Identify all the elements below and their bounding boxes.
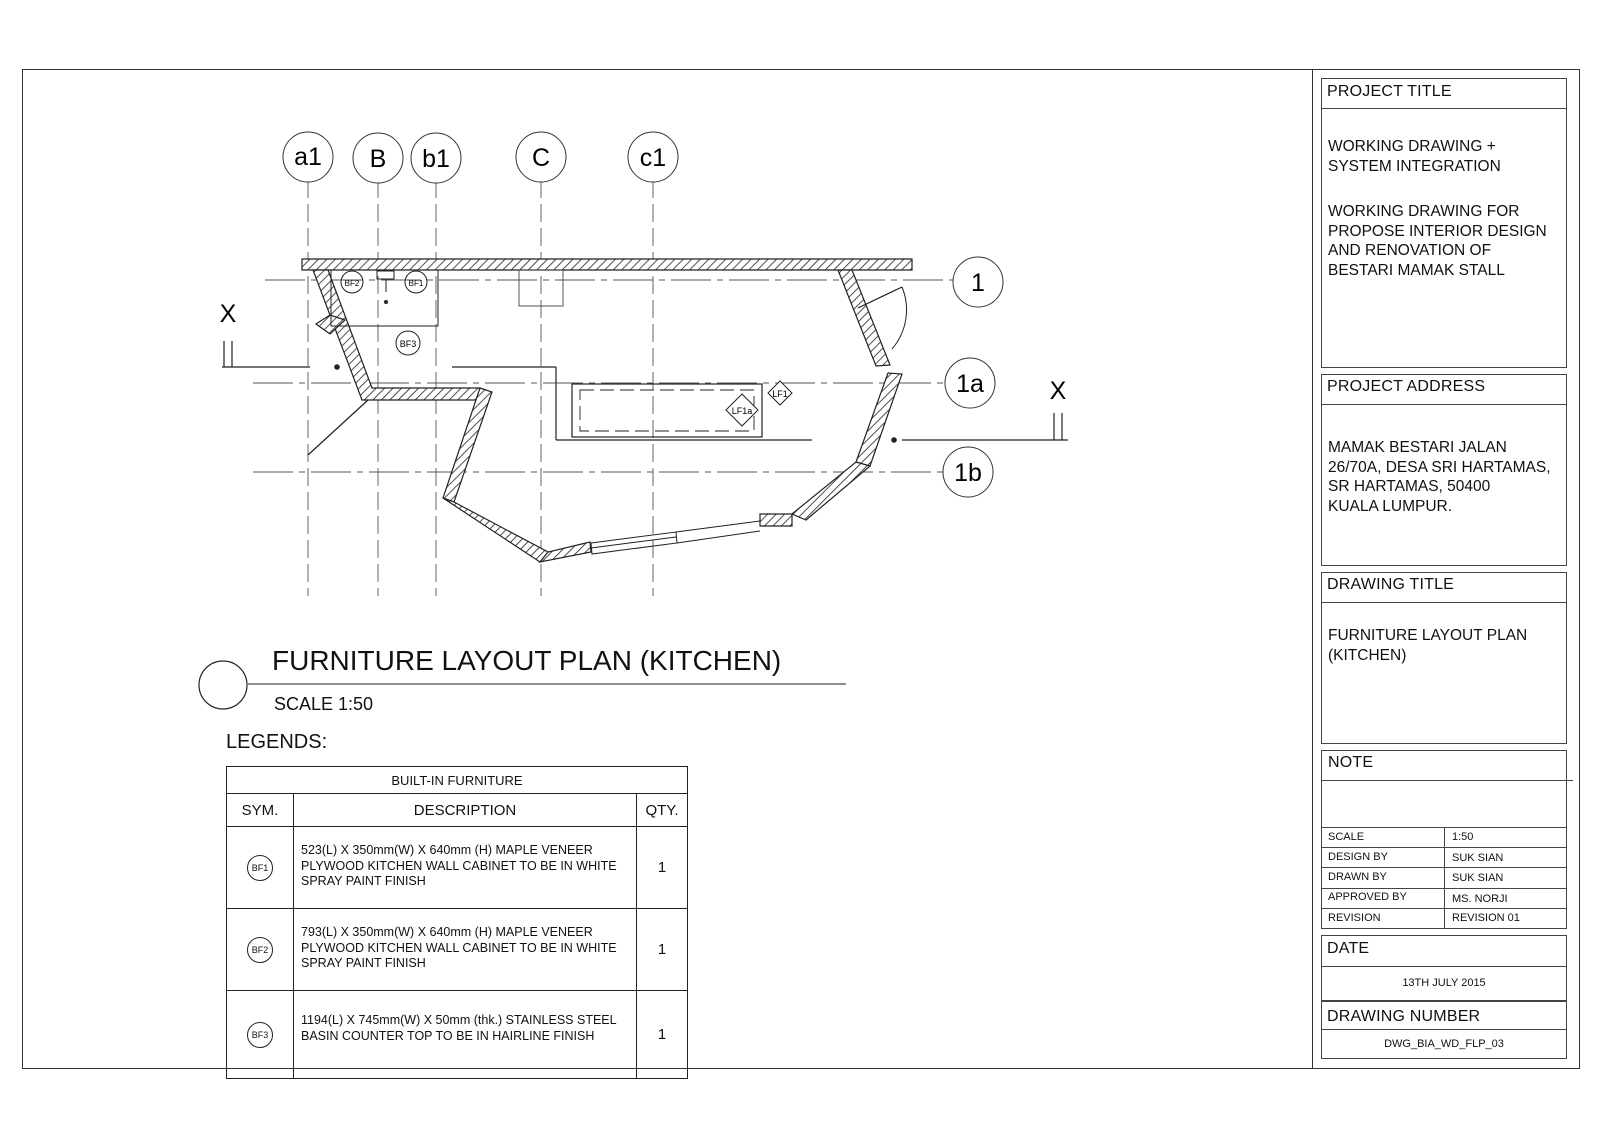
legend-table-header: [227, 794, 688, 827]
row-qty: 1: [637, 909, 688, 991]
project-title-label: PROJECT TITLE: [1327, 83, 1452, 100]
row-qty: 1: [637, 827, 688, 909]
project-address-rule: [1321, 404, 1567, 405]
drawing-caption-scale: SCALE 1:50: [274, 694, 374, 714]
table-row: [227, 827, 688, 909]
info-value-scale: 1:50: [1452, 831, 1474, 843]
grid-bubble-1a: [945, 358, 995, 408]
tag-lf1a: LF1a: [731, 406, 753, 416]
legend-table: [226, 766, 688, 1079]
row-qty: 1: [637, 991, 688, 1079]
info-label-approved: APPROVED BY: [1328, 891, 1407, 903]
tag-bf1: BF1: [408, 279, 424, 288]
info-value-design: SUK SIAN: [1452, 852, 1504, 864]
row-description: 793(L) X 350mm(W) X 640mm (H) MAPLE VENEER PLYWOOD KITCHEN WALL CABINET TO BE IN WHITE SPRAY PAINT FINISH: [294, 909, 637, 991]
table-row: [227, 909, 688, 991]
legend-heading: LEGENDS:: [226, 731, 328, 753]
sym-bf3-badge: BF3: [247, 1022, 273, 1048]
info-value-drawn: SUK SIAN: [1452, 872, 1504, 884]
col-header-description: DESCRIPTION: [294, 794, 637, 827]
grid-label-b: B: [369, 145, 387, 173]
grid-bubble-1: [953, 257, 1003, 307]
project-address: MAMAK BESTARI JALAN 26/70A, DESA SRI HARTAMAS, SR HARTAMAS, 50400 KUALA LUMPUR.: [1328, 439, 1551, 515]
info-label-design: DESIGN BY: [1328, 851, 1388, 863]
project-title-line1: WORKING DRAWING + SYSTEM INTEGRATION: [1328, 138, 1501, 175]
row-description: 523(L) X 350mm(W) X 640mm (H) MAPLE VENEER PLYWOOD KITCHEN WALL CABINET TO BE IN WHITE SPRAY PAINT FINISH: [294, 827, 637, 909]
grid-label-a1: a1: [294, 143, 322, 171]
info-label-drawn: DRAWN BY: [1328, 871, 1387, 883]
sym-bf2-badge: BF2: [247, 937, 273, 963]
walls: [302, 259, 912, 562]
date-label: DATE: [1327, 940, 1370, 957]
drawing-title-rule: [1321, 602, 1567, 603]
grid-bubble-c: [516, 132, 566, 182]
grid-bubble-c1: [628, 132, 678, 182]
drawing-number: DWG_BIA_WD_FLP_03: [1384, 1038, 1504, 1050]
section-mark-left: [224, 341, 232, 367]
grid-bubble-b: [353, 133, 403, 183]
grid-bubble-a1: [283, 132, 333, 182]
grid-label-1b: 1b: [954, 459, 982, 487]
drawing-title-label: DRAWING TITLE: [1327, 576, 1455, 593]
col-header-qty: QTY.: [637, 794, 688, 827]
grid-label-c1: c1: [639, 144, 667, 172]
row-sym-cell: [227, 991, 294, 1079]
info-value-revision: REVISION 01: [1452, 912, 1520, 924]
info-label-revision: REVISION: [1328, 912, 1381, 924]
row-description: 1194(L) X 745mm(W) X 50mm (thk.) STAINLESS STEEL BASIN COUNTER TOP TO BE IN HAIRLINE FINISH: [294, 991, 637, 1079]
section-mark-right: [1054, 413, 1062, 440]
date-rule: [1321, 966, 1567, 967]
tag-bf3-bubble: [396, 331, 420, 355]
row-sym-cell: [227, 909, 294, 991]
row-sym-cell: [227, 827, 294, 909]
grid-label-1a: 1a: [956, 370, 984, 398]
tag-lf1: LF1: [772, 389, 788, 399]
tag-bf3: BF3: [399, 339, 417, 349]
tag-bf2: BF2: [344, 279, 360, 288]
counter: [572, 381, 792, 437]
date-value: 13TH JULY 2015: [1402, 977, 1486, 989]
grid-label-b1: b1: [422, 145, 450, 173]
project-title-line2: WORKING DRAWING FOR PROPOSE INTERIOR DESIGN AND RENOVATION OF BESTARI MAMAK STALL: [1328, 203, 1547, 279]
note-label: NOTE: [1328, 754, 1374, 771]
grid-label-c: C: [531, 144, 551, 172]
grid-label-1: 1: [971, 269, 985, 297]
legend-table-caption-row: [227, 767, 688, 794]
drawing-caption-title: FURNITURE LAYOUT PLAN (KITCHEN): [272, 645, 782, 676]
info-col-divider: [1444, 827, 1445, 929]
window: [591, 521, 760, 554]
drawing-title: FURNITURE LAYOUT PLAN (KITCHEN): [1328, 627, 1528, 664]
section-label-left: X: [219, 300, 237, 328]
info-label-scale: SCALE: [1328, 831, 1365, 843]
note-rule: [1321, 780, 1573, 781]
grid-bubble-1b: [943, 447, 993, 497]
table-row: [227, 991, 688, 1079]
grid-bubble-b1: [411, 133, 461, 183]
sym-bf1-badge: BF1: [247, 855, 273, 881]
drawing-number-label: DRAWING NUMBER: [1327, 1008, 1481, 1025]
drawing-number-rule: [1321, 1029, 1567, 1030]
project-address-label: PROJECT ADDRESS: [1327, 378, 1486, 395]
col-header-sym: SYM.: [227, 794, 294, 827]
project-title-rule: [1321, 108, 1567, 109]
title-block-divider: [1312, 69, 1313, 1069]
legend-table-caption: BUILT-IN FURNITURE: [227, 767, 688, 794]
info-value-approved: MS. NORJI: [1452, 893, 1508, 905]
section-label-right: X: [1049, 377, 1067, 405]
